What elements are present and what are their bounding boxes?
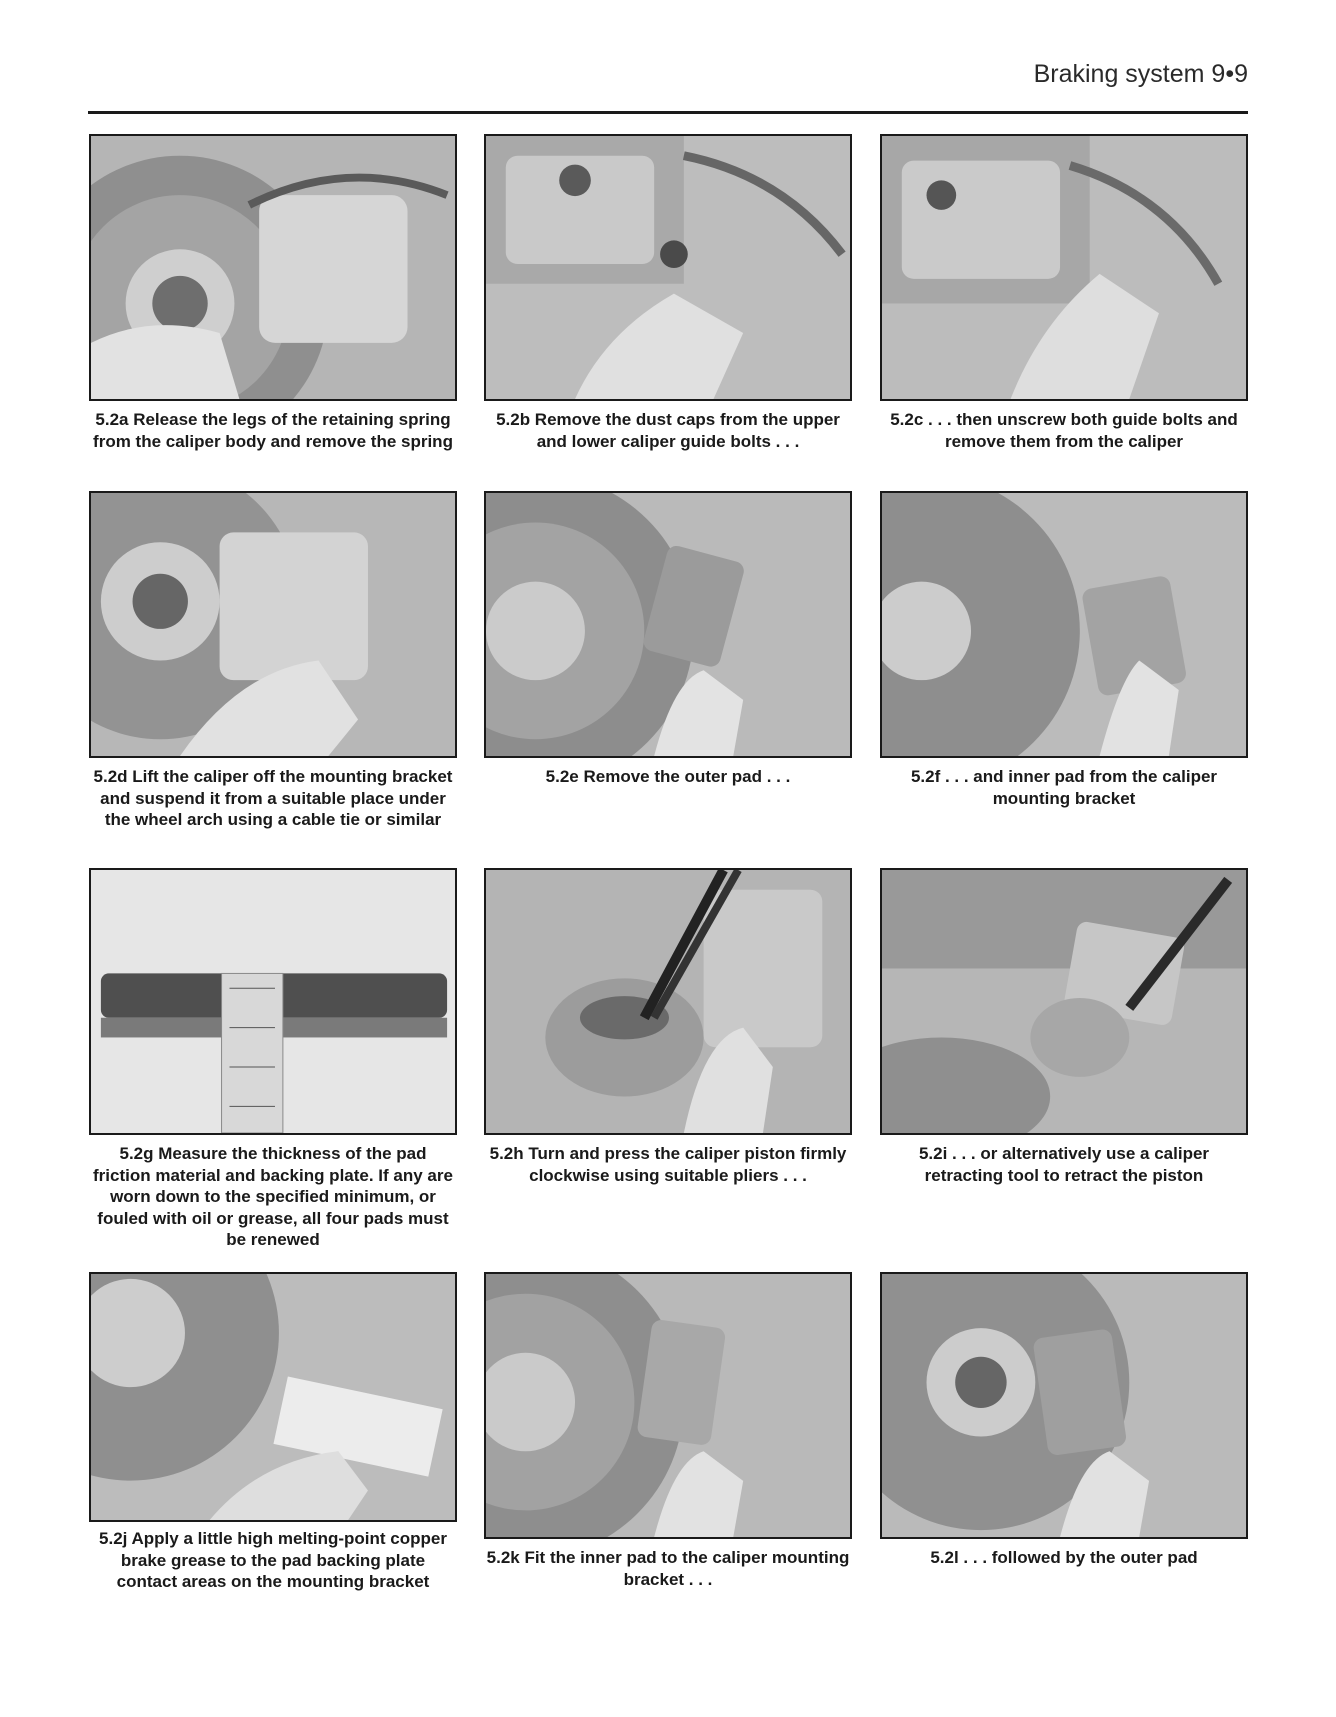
page-header xyxy=(88,50,1248,114)
photo-outer-pad xyxy=(484,491,852,758)
figure-caption: 5.2h Turn and press the caliper piston firmly clockwise using suitable pliers . . . xyxy=(489,1144,847,1185)
photo-copper-grease xyxy=(89,1272,457,1522)
photo-guide-bolts xyxy=(880,134,1248,401)
photo-inner-pad xyxy=(880,491,1248,758)
figure-caption: 5.2a Release the legs of the retaining spring from the caliper body and remove the spring xyxy=(93,410,453,451)
photo-fit-outer-pad xyxy=(880,1272,1248,1539)
header-rule xyxy=(88,111,1248,114)
figure-caption: 5.2d Lift the caliper off the mounting bracket and suspend it from a suitable place under the wheel arch using a cable tie or similar xyxy=(93,767,453,829)
running-header-title: Braking system 9•9 xyxy=(1033,60,1248,88)
figure-caption: 5.2f . . . and inner pad from the caliper mounting bracket xyxy=(910,767,1218,808)
photo-retracting-tool xyxy=(880,868,1248,1135)
figure-caption: 5.2k Fit the inner pad to the caliper mounting bracket . . . xyxy=(486,1548,850,1589)
photo-measure-pad xyxy=(89,868,457,1135)
figure-caption: 5.2j Apply a little high melting-point copper brake grease to the pad backing plate contact areas on the mounting bracket xyxy=(99,1529,447,1591)
figure-caption: 5.2b Remove the dust caps from the upper and lower caliper guide bolts . . . xyxy=(496,410,840,451)
figure-caption: 5.2e Remove the outer pad . . . xyxy=(545,767,791,786)
photo-dust-caps xyxy=(484,134,852,401)
photo-lift-caliper xyxy=(89,491,457,758)
photo-fit-inner-pad xyxy=(484,1272,852,1539)
figure-caption: 5.2g Measure the thickness of the pad friction material and backing plate. If any are worn down to the specified minimum, or fouled with oil or grease, all four pads must be renewed xyxy=(93,1144,453,1249)
figure-caption: 5.2i . . . or alternatively use a caliper retracting tool to retract the piston xyxy=(918,1144,1210,1185)
figure-caption: 5.2c . . . then unscrew both guide bolts and remove them from the caliper xyxy=(890,410,1238,451)
figure-caption: 5.2l . . . followed by the outer pad xyxy=(930,1548,1198,1567)
photo-caliper-piston-pliers xyxy=(484,868,852,1135)
photo-caliper-spring xyxy=(89,134,457,401)
